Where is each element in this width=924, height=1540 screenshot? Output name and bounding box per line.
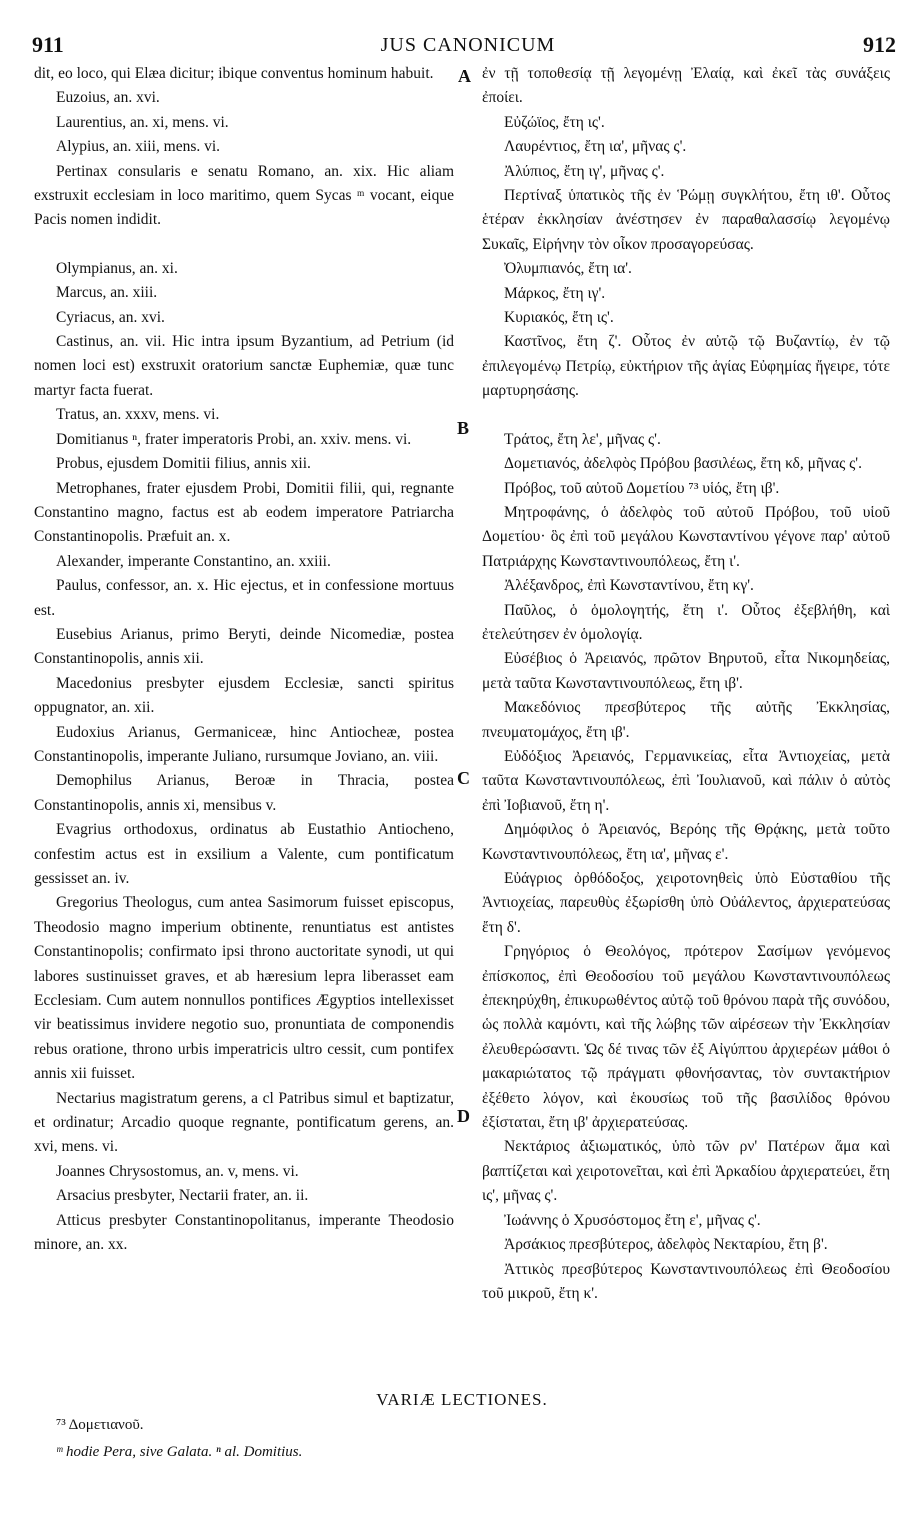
latin-paragraph: Castinus, an. vii. Hic intra ipsum Byzantium, ad Petrium (id nomen loci est) exstruxit oratorium sanctæ Euphemiæ, quæ tunc martyr facta fuerat. bbox=[34, 333, 454, 399]
latin-paragraph: Demophilus Arianus, Beroæ in Thracia, postea Constantinopolis, annis xi, mensibus v. bbox=[34, 772, 454, 814]
greek-paragraph: Ἀλύπιος, ἔτη ιγ', μῆνας ς'. bbox=[504, 162, 665, 180]
latin-paragraph: Gregorius Theologus, cum antea Sasimorum fuisset episcopus, Theodosio magno imperium obtinente, renuntiatus est antistes Constantinopolis; confirmato ipsi throno auctoritate synodi, ut qui labores sustinuisset graves, et ab hæresium lepra liberasset eam Ecclesiam. Cum autem nonnullos pontifices Ægyptios intellexisset vir beatissimus invidere negotio suo, pronuntiata de componendis rebus oratione, throno urbis imperatricis ultro cessit, cum pontifex annis xii fuisset. bbox=[34, 894, 454, 1083]
latin-paragraph: Alypius, an. xiii, mens. vi. bbox=[56, 138, 221, 156]
greek-paragraph: Μητροφάνης, ὁ ἀδελφὸς τοῦ αὐτοῦ Πρόβου, τοῦ υἱοῦ Δομετίου· ὃς ἐπὶ τοῦ μεγάλου Κωνσταντίνου γέγονε παρ' αὐτοῦ Πατριάρχης Κωνσταντινουπόλεως, ἔτη ι'. bbox=[482, 503, 890, 570]
latin-paragraph: Evagrius orthodoxus, ordinatus ab Eustathio Antiocheno, confestim actus est in exsilium a Valente, cum pontificatum gessisset an. iv. bbox=[34, 821, 454, 887]
footnotes bbox=[56, 1412, 756, 1466]
greek-paragraph: Κυριακός, ἔτη ις'. bbox=[504, 309, 614, 327]
page-number-left: 911 bbox=[32, 32, 64, 57]
latin-paragraph: Eusebius Arianus, primo Beryti, deinde Nicomediæ, postea Constantinopolis, annis xii. bbox=[34, 625, 454, 668]
latin-paragraph: Pertinax consularis e senatu Romano, an. xix. Hic aliam exstruxit ecclesiam in loco maritimo, quem Sycas ᵐ vocant, eique Pacis nomen indidit. bbox=[34, 162, 454, 229]
page-header bbox=[32, 32, 904, 62]
greek-paragraph: Τράτος, ἔτη λε', μῆνας ς'. bbox=[504, 430, 661, 448]
latin-paragraph: Tratus, an. xxxv, mens. vi. bbox=[56, 406, 220, 424]
greek-paragraph: Ὀλυμπιανός, ἔτη ια'. bbox=[504, 260, 632, 278]
greek-paragraph: Πρόβος, τοῦ αὐτοῦ Δομετίου ⁷³ υἱός, ἔτη ιβ'. bbox=[504, 479, 780, 497]
greek-paragraph: Ἀττικὸς πρεσβύτερος Κωνσταντινουπόλεως ἐπὶ Θεοδοσίου τοῦ μικροῦ, ἔτη κ'. bbox=[482, 1260, 890, 1302]
running-title: JUS CANONICUM bbox=[380, 34, 556, 56]
greek-paragraph: Ἀλέξανδρος, ἐπὶ Κωνσταντίνου, ἔτη κγ'. bbox=[504, 577, 754, 595]
latin-paragraph: Eudoxius Arianus, Germaniceæ, hinc Antiocheæ, postea Constantinopolis, imperante Juliano, rursumque Joviano, an. viii. bbox=[34, 723, 454, 765]
greek-paragraph: Παῦλος, ὁ ὁμολογητής, ἔτη ι'. Οὗτος ἐξεβλήθη, καὶ ἐτελεύτησεν ἐν ὁμολογίᾳ. bbox=[482, 601, 890, 643]
greek-paragraph: Ἀρσάκιος πρεσβύτερος, ἀδελφὸς Νεκταρίου, ἔτη β'. bbox=[504, 1236, 828, 1254]
greek-paragraph: Γρηγόριος ὁ Θεολόγος, πρότερον Σασίμων γενόμενος ἐπίσκοπος, ἐπὶ Θεοδοσίου τοῦ μεγάλου Κωνσταντινουπόλεως ἐπεκηρύχθη, ἐπικυρωθέντος αὐτῷ τοῦ θρόνου παρὰ τῆς συνόδου, ὡς πολλὰ καμόντι, καὶ τῆς λώβης τῶν αἱρέσεων τὴν Ἐκκλησίαν ἐλευθερώσαντι. Ὡς δέ τινας τῶν ἐξ Αἰγύπτου ἀρχιερέων μάθοι ὁ μακαριώτατος τῷ πράγματι φθονήσαντας, τὸν συντακτήριον ἐξέθετο λόγον, καὶ ἑκουσίως τοῦ τῆς βασιλίδος θρόνου ἐξίσταται, ἔτη ιβ' ἀρχιερατεύσας. bbox=[482, 943, 890, 1132]
greek-paragraph: Νεκτάριος ἀξιωματικός, ὑπὸ τῶν ρν' Πατέρων ἅμα καὶ βαπτίζεται καὶ χειροτονεῖται, καὶ ἐπὶ Ἀρκαδίου ἀρχιερατεύει, ἔτη ις', μῆνας ς'. bbox=[482, 1138, 890, 1205]
latin-paragraph: Olympianus, an. xi. bbox=[56, 259, 178, 277]
latin-paragraph: Macedonius presbyter ejusdem Ecclesiæ, sancti spiritus oppugnator, an. xii. bbox=[34, 674, 454, 717]
latin-paragraph: Domitianus ⁿ, frater imperatoris Probi, an. xxiv. mens. vi. bbox=[56, 430, 412, 448]
greek-paragraph: Μάρκος, ἔτη ιγ'. bbox=[504, 284, 606, 302]
greek-paragraph: Δημόφιλος ὁ Ἀρειανός, Βερόης τῆς Θρᾴκης, μετὰ τοῦτο Κωνσταντινουπόλεως, ἔτη ια', μῆνας ε'. bbox=[482, 821, 890, 863]
greek-paragraph: Καστῖνος, ἔτη ζ'. Οὗτος ἐν αὐτῷ τῷ Βυζαντίῳ, ἐν τῷ ἐπιλεγομένῳ Πετρίῳ, εὐκτήριον τῆς ἁγίας Εὐφημίας ἤγειρε, τότε μαρτυρησάσης. bbox=[482, 333, 890, 400]
margin-letter-b: B bbox=[457, 418, 470, 438]
latin-paragraph: Probus, ejusdem Domitii filius, annis xii. bbox=[56, 455, 311, 473]
greek-paragraph: Ἰωάννης ὁ Χρυσόστομος ἔτη ε', μῆνας ς'. bbox=[504, 1211, 761, 1229]
greek-paragraph: Μακεδόνιος πρεσβύτερος τῆς αὐτῆς Ἐκκλησίας, πνευματομάχος, ἔτη ιβ'. bbox=[482, 699, 890, 741]
margin-letter-c: C bbox=[457, 768, 470, 788]
greek-paragraph: Εὐδόξιος Ἀρειανός, Γερμανικείας, εἶτα Ἀντιοχείας, μετὰ ταῦτα Κωνσταντινουπόλεως, ἐπὶ Ἰουλιανοῦ, καὶ πάλιν ὁ αὐτὸς ἐπὶ Ἰοβιανοῦ, ἔτη η'. bbox=[482, 747, 890, 814]
latin-paragraph: Alexander, imperante Constantino, an. xxiii. bbox=[56, 552, 331, 570]
latin-column bbox=[34, 62, 454, 1258]
latin-paragraph: Nectarius magistratum gerens, a cl Patribus simul et baptizatur, et ordinatur; Arcadio quoque regnante, pontificatum gerens, an. xvi, mens. vi. bbox=[34, 1089, 454, 1156]
footnote: ᵐ hodie Pera, sive Galata. ⁿ al. Domitius. bbox=[56, 1444, 303, 1460]
page-number-right: 912 bbox=[863, 32, 896, 57]
latin-paragraph: Euzoius, an. xvi. bbox=[56, 89, 160, 107]
greek-paragraph: Λαυρέντιος, ἔτη ια', μῆνας ς'. bbox=[504, 138, 687, 156]
greek-column bbox=[482, 62, 890, 1306]
latin-paragraph: Joannes Chrysostomus, an. v, mens. vi. bbox=[56, 1162, 299, 1180]
margin-letter-a: A bbox=[458, 66, 471, 86]
latin-paragraph: Laurentius, an. xi, mens. vi. bbox=[56, 113, 229, 131]
greek-paragraph: Εὐσέβιος ὁ Ἀρειανός, πρῶτον Βηρυτοῦ, εἶτα Νικομηδείας, μετὰ ταῦτα Κωνσταντινουπόλεως, ἔτη ιβ'. bbox=[482, 650, 890, 692]
margin-letter-d: D bbox=[457, 1106, 470, 1126]
greek-paragraph: Δομετιανός, ἀδελφὸς Πρόβου βασιλέως, ἔτη κδ, μῆνας ς'. bbox=[504, 455, 862, 473]
greek-paragraph: ἐν τῇ τοποθεσίᾳ τῇ λεγομένῃ Ἐλαίᾳ, καὶ ἐκεῖ τὰς συνάξεις ἐποίει. bbox=[482, 65, 890, 107]
latin-paragraph: Arsacius presbyter, Nectarii frater, an. ii. bbox=[56, 1187, 309, 1205]
greek-paragraph: Εὐζώϊος, ἔτη ις'. bbox=[504, 113, 605, 131]
latin-paragraph: Atticus presbyter Constantinopolitanus, imperante Theodosio minore, an. xx. bbox=[34, 1211, 454, 1254]
variae-lectiones-heading: VARIÆ LECTIONES. bbox=[376, 1390, 548, 1409]
latin-paragraph: Marcus, an. xiii. bbox=[56, 284, 158, 302]
greek-paragraph: Περτίναξ ὑπατικὸς τῆς ἐν Ῥώμῃ συγκλήτου, ἔτη ιθ'. Οὗτος ἑτέραν ἐκκλησίαν ἀνέστησεν ἐν παραθαλασσίῳ λεγομένῳ Συκαῖς, Εἰρήνην τὸν οἶκον προσαγορεύσας. bbox=[482, 187, 890, 253]
latin-paragraph: dit, eo loco, qui Elæa dicitur; ibique conventus hominum habuit. bbox=[34, 65, 434, 82]
greek-paragraph: Εὐάγριος ὀρθόδοξος, χειροτονηθεὶς ὑπὸ Εὐσταθίου τῆς Ἀντιοχείας, παρευθὺς ἐξωρίσθη ὑπὸ Οὐάλεντος, ἀρχιερατεύσας ἔτη δ'. bbox=[482, 870, 890, 936]
latin-paragraph: Paulus, confessor, an. x. Hic ejectus, et in confessione mortuus est. bbox=[34, 577, 454, 619]
latin-paragraph: Metrophanes, frater ejusdem Probi, Domitii filii, qui, regnante Constantino magno, factus est ab eodem imperatore Patriarcha Constantinopolis. Præfuit an. x. bbox=[34, 479, 454, 546]
latin-paragraph: Cyriacus, an. xvi. bbox=[56, 308, 165, 326]
footnote: ⁷³ Δομετιανοῦ. bbox=[56, 1417, 144, 1433]
